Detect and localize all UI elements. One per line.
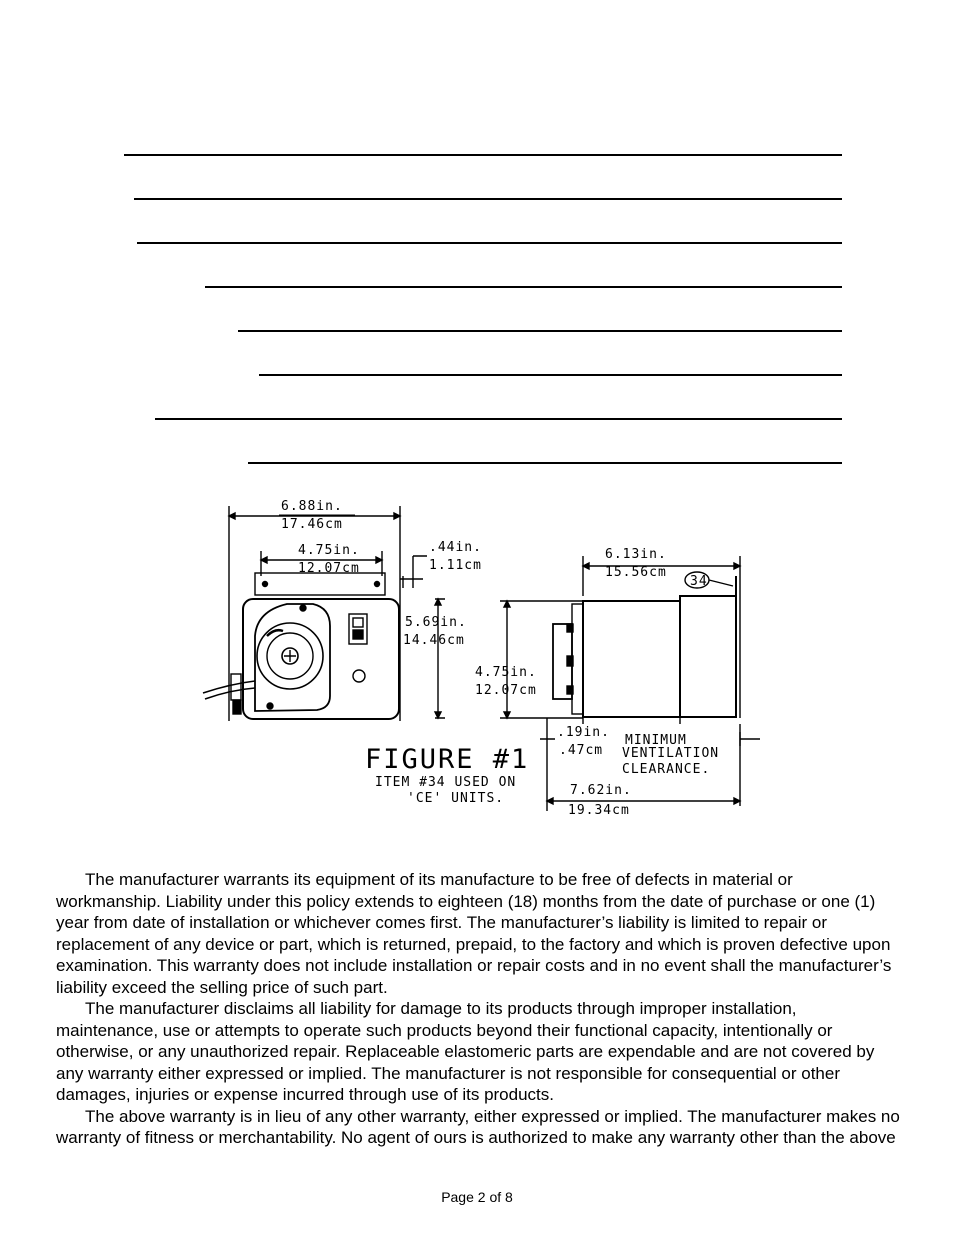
blank-line-3: [137, 242, 842, 244]
figure-note-2: 'CE' UNITS.: [407, 791, 505, 806]
speed-knob: [353, 670, 365, 682]
callout-34-label: 34: [690, 574, 708, 589]
pump-housing-front: [243, 599, 399, 719]
page-number: Page 2 of 8: [441, 1189, 513, 1205]
dim-overall-width-in: 6.88in.: [281, 499, 343, 514]
blank-line-1: [124, 154, 842, 156]
dim-bracket-offset-in: .44in.: [429, 540, 482, 555]
dim-total-depth-cm: 19.34cm: [568, 803, 630, 818]
vent-label-2: VENTILATION: [622, 746, 720, 761]
warranty-section: [56, 869, 901, 1149]
dim-side-height-cm: 12.07cm: [475, 683, 537, 698]
mounting-bracket: [255, 573, 385, 595]
dim-front-height-cm: 14.46cm: [403, 633, 465, 648]
blank-line-8: [248, 462, 842, 464]
dim-bracket-width-in: 4.75in.: [298, 543, 360, 558]
dim-vent-cm: .47cm: [559, 743, 604, 758]
pump-housing-side: [583, 601, 680, 717]
figure-note-1: ITEM #34 USED ON: [375, 775, 517, 790]
blank-line-4: [205, 286, 842, 288]
dim-side-depth-in: 6.13in.: [605, 547, 667, 562]
warranty-paragraph-2: The manufacturer disclaims all liability for damage to its products through improper installation, maintenance, use or attempts to operate such products beyond their functional capacity, intentionally or otherwise, or any unauthorized repair. Replaceable elastomeric parts are expendable and are not covered by any warranty either expressed or implied. The manufacturer is not responsible for consequential or other damages, injuries or expense incurred through use of its products.: [56, 999, 875, 1104]
blank-line-7: [155, 418, 842, 420]
blank-line-2: [134, 198, 842, 200]
vent-label-1: MINIMUM: [625, 733, 687, 748]
figure-title: FIGURE #1: [365, 744, 530, 775]
blank-line-5: [238, 330, 842, 332]
pump-head: [255, 604, 330, 711]
dim-bracket-width-cm: 12.07cm: [298, 561, 360, 576]
warranty-paragraph-1: The manufacturer warrants its equipment of its manufacture to be free of defects in material or workmanship. Liability under this policy extends to eighteen (18) months from the date of purchase or one (1) year from date of installation or whichever comes first. The manufacturer’s liability is limited to repair or replacement of any device or part, which is returned, prepaid, to the factory and which is proven defective upon examination. This warranty does not include installation or repair costs and in no event shall the manufacturer’s liability exceed the selling price of such part.: [56, 870, 892, 997]
blank-line-6: [259, 374, 842, 376]
dim-vent-in: .19in.: [557, 725, 610, 740]
warranty-paragraph-3: The above warranty is in lieu of any other warranty, either expressed or implied. The manufacturer makes no warranty of fitness or merchantability. No agent of ours is authorized to make any warranty other than the above: [56, 1106, 900, 1147]
dim-side-depth-cm: 15.56cm: [605, 565, 667, 580]
dim-total-depth-in: 7.62in.: [570, 783, 632, 798]
dim-overall-width-cm: 17.46cm: [281, 517, 343, 532]
vent-label-3: CLEARANCE.: [622, 762, 711, 777]
dim-front-height-in: 5.69in.: [405, 615, 467, 630]
figure-1-drawing: [195, 496, 765, 820]
dim-side-height-in: 4.75in.: [475, 665, 537, 680]
dim-bracket-offset-cm: 1.11cm: [429, 558, 482, 573]
